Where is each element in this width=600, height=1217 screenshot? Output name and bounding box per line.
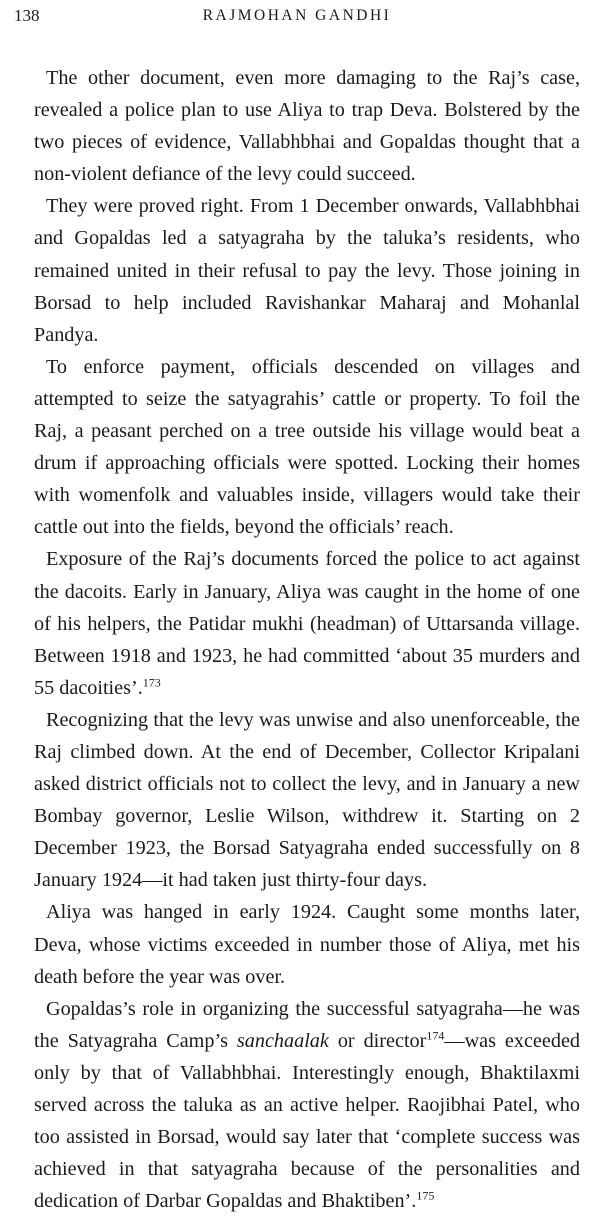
paragraph-text: Gopaldas’s role in organizing the successful satyagraha—he was the Satyagraha Camp’s	[34, 997, 580, 1052]
body-text	[34, 62, 580, 1217]
paragraph-text: Aliya was hanged in early 1924. Caught some months later, Deva, whose victims exceeded in number those of Aliya, met his death before the year was over.	[34, 901, 580, 988]
paragraph-text: To enforce payment, officials descended on villages and attempted to seize the satyagrahis’ cattle or property. To foil the Raj, a peasant perched on a tree outside his village would beat a drum if approaching officials were spotted. Locking their homes with womenfolk and valuables inside, villagers would take their cattle out into the fields, beyond the officials’ reach.	[34, 355, 580, 539]
italic-term: sanchaalak	[236, 1029, 329, 1052]
paragraph-text: They were proved right. From 1 December onwards, Vallabhbhai and Gopaldas led a satyagraha by the taluka’s residents, who remained united in their refusal to pay the levy. Those joining in Borsad to help included Ravishankar Maharaj and Mohanlal Pandya.	[34, 195, 580, 346]
paragraph-text: —was exceeded only by that of Vallabhbhai. Interestingly enough, Bhaktilaxmi served across the taluka as an active helper. Raojibhai Patel, who too assisted in Borsad, would say later that ‘complete success was achieved in that satyagraha because of the personalities and dedication of Darbar Gopaldas and Bhaktiben’.	[34, 1029, 580, 1213]
running-head: RAJMOHAN GANDHI	[202, 7, 392, 24]
paragraph	[34, 351, 580, 544]
footnote-ref: 173	[142, 675, 161, 690]
paragraph	[34, 704, 580, 897]
paragraph-text: Recognizing that the levy was unwise and also unenforceable, the Raj climbed down. At the end of December, Collector Kripalani asked district officials not to collect the levy, and in January a new Bombay governor, Leslie Wilson, withdrew it. Starting on 2 December 1923, the Borsad Satyagraha ended successfully on 8 January 1924—it had taken just thirty-four days.	[34, 708, 580, 892]
paragraph-text: Exposure of the Raj’s documents forced the police to act against the dacoits. Early in January, Aliya was caught in the home of one of his helpers, the Patidar mukhi (headman) of Uttarsanda village. Between 1918 and 1923, he had committed ‘about 35 murders and 55 dacoities’.	[34, 548, 580, 699]
paragraph	[34, 62, 580, 190]
paragraph	[34, 993, 580, 1217]
paragraph	[34, 543, 580, 703]
paragraph	[34, 896, 580, 992]
paragraph-text: or director	[328, 1029, 427, 1052]
paragraph-text: The other document, even more damaging to the Raj’s case, revealed a police plan to use Aliya to trap Deva. Bolstered by the two pieces of evidence, Vallabhbhai and Gopaldas thought that a non-violent defiance of the levy could succeed.	[34, 67, 580, 186]
footnote-ref: 174	[426, 1028, 445, 1043]
page-number: 138	[14, 6, 40, 25]
paragraph	[34, 190, 580, 350]
page-header	[14, 6, 580, 32]
footnote-ref: 175	[416, 1188, 435, 1203]
